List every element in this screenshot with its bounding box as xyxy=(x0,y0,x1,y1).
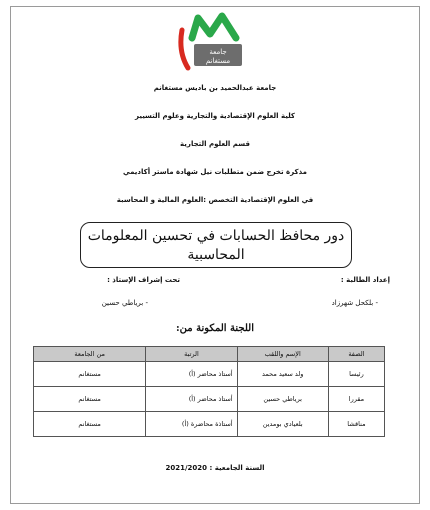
committee-title: اللجنة المكونة من: xyxy=(175,323,255,334)
faculty-name: كلية العلوم الإقتصادية والتجارية وعلوم التسيير xyxy=(134,112,295,120)
member-university: مستغانم xyxy=(34,387,146,412)
table-header-row xyxy=(34,347,385,362)
member-rank: أستاذة محاضرة (أ) xyxy=(146,412,237,437)
member-capacity: مقررا xyxy=(328,387,384,412)
university-logo xyxy=(176,12,248,74)
thesis-title-box xyxy=(80,222,352,268)
member-university: مستغانم xyxy=(34,362,146,387)
table-row xyxy=(34,362,385,387)
member-university: مستغانم xyxy=(34,412,146,437)
student-name: - بلكحل شهرزاد xyxy=(331,299,378,307)
member-name: ولد سعيد محمد xyxy=(237,362,328,387)
table-row xyxy=(34,387,385,412)
logo-text: جامعة xyxy=(209,48,227,56)
table-row xyxy=(34,412,385,437)
thesis-title-line-2: المحاسبية xyxy=(187,247,245,263)
member-rank: أستاذ محاضر (أ) xyxy=(146,387,237,412)
svg-text:مستغانم: مستغانم xyxy=(205,57,231,65)
column-header-university: من الجامعة xyxy=(34,347,146,362)
committee-table xyxy=(33,346,385,437)
column-header-name: الإسم واللقب xyxy=(237,347,328,362)
prepared-by-label: إعداد الطالبة : xyxy=(340,276,390,284)
member-rank: أستاذ محاضر (أ) xyxy=(146,362,237,387)
member-name: برياطي حسين xyxy=(237,387,328,412)
column-header-rank: الرتبة xyxy=(146,347,237,362)
university-name: جامعة عبدالحميد بن باديس مستغانم xyxy=(153,84,277,92)
memo-statement: مذكرة تخرج ضمن متطلبات نيل شهادة ماستر أكاديمي xyxy=(123,168,307,176)
member-capacity: مناقشا xyxy=(328,412,384,437)
department-name: قسم العلوم التجارية xyxy=(180,140,250,148)
column-header-role: الصفة xyxy=(328,347,384,362)
field-specialty: في العلوم الإقتصادية التخصص :العلوم المالية و المحاسبة xyxy=(116,196,314,204)
supervisor-name: - برياطي حسين xyxy=(101,299,148,307)
member-capacity: رئيسا xyxy=(328,362,384,387)
thesis-title-line-1: دور محافظ الحسابات في تحسين المعلومات xyxy=(87,228,345,244)
academic-year: السنة الجامعية : 2021/2020 xyxy=(165,464,265,472)
member-name: بلعيادي بومدين xyxy=(237,412,328,437)
supervisor-label: تحت إشراف الإستاذ : xyxy=(107,276,180,284)
